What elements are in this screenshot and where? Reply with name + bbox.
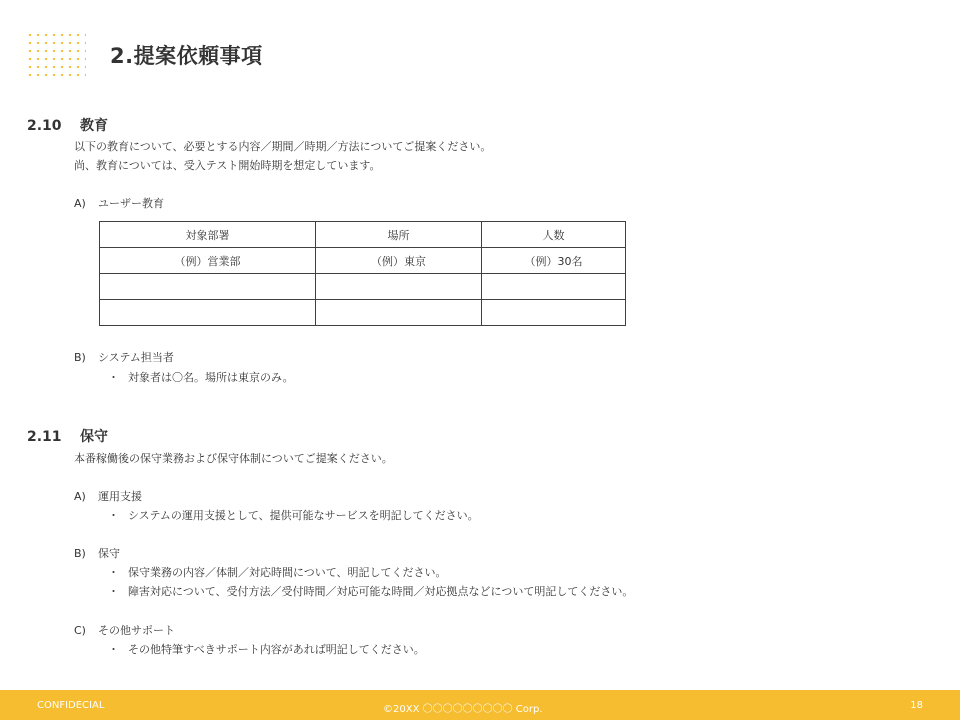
bullet-item — [108, 369, 294, 385]
table-row — [100, 274, 626, 300]
subsection-title: ユーザー教育 — [98, 197, 164, 210]
footer-copyright: ©20XX 〇〇〇〇〇〇〇〇〇 Corp. — [383, 704, 543, 715]
bullet-marker: ・ — [108, 643, 119, 656]
bullet-item — [108, 641, 425, 657]
subsection-heading-a — [74, 488, 142, 504]
subsection-heading-b — [74, 349, 174, 365]
section-text: 以下の教育について、必要とする内容／期間／時期／方法についてご提案ください。 — [74, 140, 492, 153]
subsection-label: B) — [74, 547, 86, 560]
subsection-heading-a — [74, 195, 164, 211]
table-cell — [482, 300, 626, 326]
section-title: 保守 — [80, 429, 108, 445]
bullet-text: システムの運用支援として、提供可能なサービスを明記してください。 — [128, 509, 479, 522]
bullet-text: 障害対応について、受付方法／受付時間／対応可能な時間／対応拠点などについて明記してください。 — [128, 585, 634, 598]
bullet-marker: ・ — [108, 371, 119, 384]
table-cell — [100, 300, 316, 326]
section-number: 2.11 — [27, 429, 62, 445]
bullet-text: 保守業務の内容／体制／対応時間について、明記してください。 — [128, 566, 447, 579]
section-heading-2-11 — [27, 426, 108, 446]
table-header-cell: 場所 — [316, 222, 482, 248]
footer-bar — [0, 690, 960, 720]
section-number: 2.10 — [27, 118, 62, 134]
subsection-label: C) — [74, 624, 86, 637]
subsection-title: 保守 — [98, 547, 120, 560]
table-cell: （例）営業部 — [100, 248, 316, 274]
table-cell — [482, 274, 626, 300]
section-title: 教育 — [80, 118, 108, 134]
education-table — [99, 221, 626, 326]
subsection-title: その他サポート — [98, 624, 175, 637]
subsection-label: B) — [74, 351, 86, 364]
table-header-cell: 人数 — [482, 222, 626, 248]
bullet-item — [108, 507, 479, 523]
table-cell: （例）東京 — [316, 248, 482, 274]
subsection-title: システム担当者 — [98, 351, 174, 364]
table-header-cell: 対象部署 — [100, 222, 316, 248]
bullet-marker: ・ — [108, 585, 119, 598]
subsection-title: 運用支援 — [98, 490, 142, 503]
table-cell: （例）30名 — [482, 248, 626, 274]
table-cell — [100, 274, 316, 300]
bullet-item — [108, 583, 633, 599]
table-cell — [316, 300, 482, 326]
bullet-marker: ・ — [108, 566, 119, 579]
section-text: 尚、教育については、受入テスト開始時期を想定しています。 — [74, 159, 381, 172]
footer-confidential: CONFIDECIAL — [37, 700, 105, 711]
bullet-text: 対象者は〇名。場所は東京のみ。 — [128, 371, 294, 384]
decorative-dot-grid — [26, 31, 86, 79]
bullet-marker: ・ — [108, 509, 119, 522]
page-number: 18 — [910, 700, 923, 711]
bullet-text: その他特筆すべきサポート内容があれば明記してください。 — [128, 643, 425, 656]
subsection-heading-b — [74, 545, 120, 561]
subsection-heading-c — [74, 622, 175, 638]
section-text: 本番稼働後の保守業務および保守体制についてご提案ください。 — [74, 452, 393, 465]
subsection-label: A) — [74, 490, 86, 503]
page-title: 2.提案依頼事項 — [110, 44, 263, 68]
section-heading-2-10 — [27, 115, 108, 135]
table-header-row — [100, 222, 626, 248]
table-row — [100, 300, 626, 326]
table-cell — [316, 274, 482, 300]
table-row — [100, 248, 626, 274]
bullet-item — [108, 564, 447, 580]
subsection-label: A) — [74, 197, 86, 210]
